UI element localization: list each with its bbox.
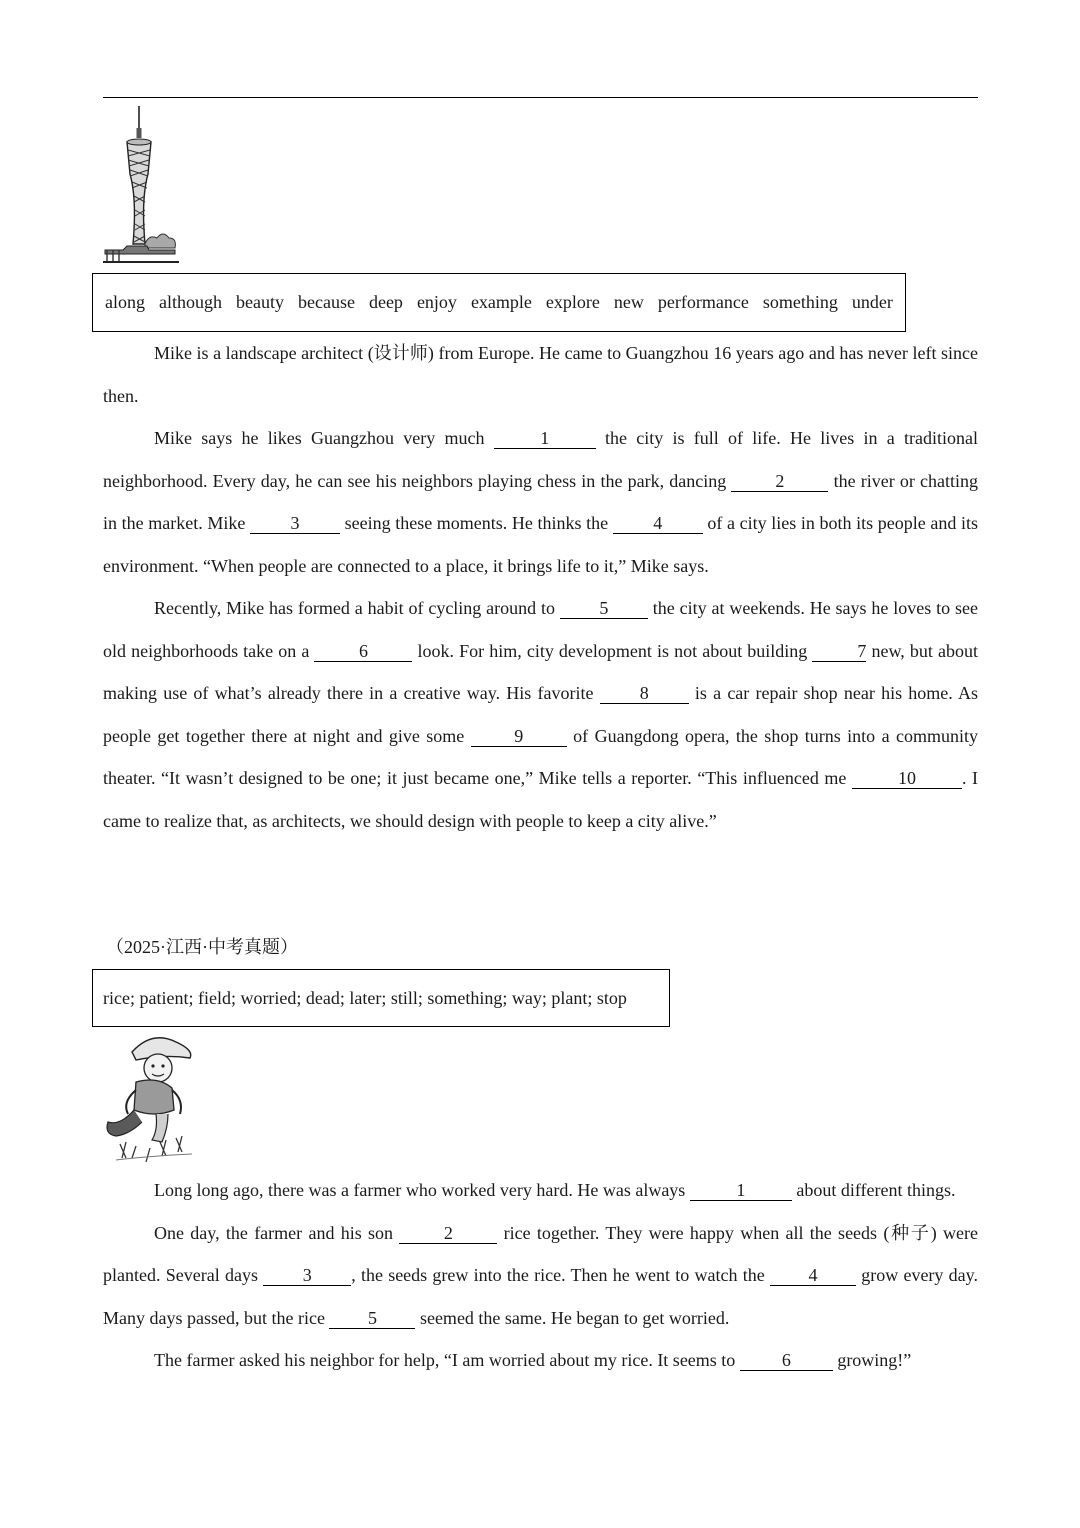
word-bank-item: along	[105, 292, 145, 312]
top-rule	[103, 97, 978, 98]
blank-8[interactable]: 8	[600, 683, 689, 704]
passage-paragraph	[103, 1339, 978, 1382]
blank-10[interactable]: 10	[852, 768, 962, 789]
passage-2	[103, 1169, 978, 1382]
passage-text: The farmer asked his neighbor for help, “I am worried about my rice. It seems to	[154, 1350, 740, 1370]
passage-text: Mike says he likes Guangzhou very much	[154, 428, 494, 448]
passage-text: is a car repair shop near his home. As people get together there at night and give some	[103, 683, 979, 746]
passage-text: grow every day. Many days passed, but the rice	[103, 1265, 978, 1328]
passage-text: growing!”	[832, 1350, 912, 1370]
passage-paragraph	[103, 587, 978, 842]
word-bank-box	[92, 273, 906, 332]
word-bank-item: performance	[657, 292, 749, 312]
blank-3[interactable]: 3	[263, 1265, 351, 1286]
word-bank-item: example	[470, 292, 532, 312]
blank-4[interactable]: 4	[613, 513, 703, 534]
passage-text: seeing these moments. He thinks the	[339, 513, 613, 533]
farmer-illustration	[102, 1030, 198, 1166]
word-bank-item: something	[762, 292, 838, 312]
blank-4[interactable]: 4	[770, 1265, 856, 1286]
source-tag: （2025·江西·中考真题）	[106, 937, 298, 957]
passage-paragraph	[103, 1212, 978, 1340]
passage-text: of Guangdong opera, the shop turns into a community theater. “It wasn’t designed to be one; it just became one,” Mike tells a reporter. “This influenced me	[103, 725, 979, 788]
blank-9[interactable]: 9	[471, 726, 567, 747]
passage-text: Long long ago, there was a farmer who worked very hard. He was always	[154, 1180, 690, 1200]
word-bank-item: because	[297, 292, 355, 312]
blank-1[interactable]: 1	[690, 1180, 792, 1201]
passage-1	[103, 332, 978, 842]
blank-3[interactable]: 3	[250, 513, 340, 534]
blank-1[interactable]: 1	[494, 428, 596, 449]
word-bank-item: under	[851, 292, 893, 312]
blank-7[interactable]: 7	[812, 641, 866, 662]
passage-text: of a city lies in both its people and its environment. “When people are connected to a place, it brings life to it,” Mike says.	[103, 513, 978, 576]
passage-text: the city at weekends. He says he loves to see old neighborhoods take on a	[103, 598, 978, 661]
blank-2[interactable]: 2	[731, 471, 828, 492]
passage-text: Recently, Mike has formed a habit of cycling around to	[154, 598, 560, 618]
passage-text: , the seeds grew into the rice. Then he went to watch the	[351, 1265, 770, 1285]
passage-text: One day, the farmer and his son	[154, 1222, 400, 1243]
passage-text: new, but about making use of what’s already there in a creative way. His favorite	[103, 640, 978, 703]
word-bank-text: rice; patient; field; worried; dead; later; still; something; way; plant; stop	[103, 987, 627, 1008]
blank-6[interactable]: 6	[740, 1350, 833, 1371]
blank-6[interactable]: 6	[314, 641, 412, 662]
passage-paragraph	[103, 417, 978, 587]
passage-text: the river or chatting in the market. Mike	[103, 470, 978, 533]
passage-text: about different things.	[791, 1180, 956, 1200]
passage-text: seemed the same. He began to get worried.	[415, 1307, 730, 1328]
word-bank-item: beauty	[236, 292, 284, 312]
canton-tower-illustration	[103, 104, 181, 266]
word-bank-box-2	[92, 969, 670, 1027]
passage-text: look. For him, city development is not about building	[412, 640, 813, 661]
word-bank-item: new	[613, 292, 644, 312]
word-bank-item: deep	[368, 292, 403, 312]
passage-text: rice together. They were happy when all the seeds (种子) were planted. Several days	[103, 1222, 978, 1285]
passage-text: . I came to realize that, as architects, we should design with people to keep a city alive.”	[103, 768, 978, 831]
word-bank-item: enjoy	[416, 292, 457, 312]
passage-paragraph	[103, 332, 978, 417]
passage-text: Mike is a landscape architect (设计师) from Europe. He came to Guangzhou 16 years ago and has never left since then.	[103, 343, 978, 406]
blank-5[interactable]: 5	[329, 1308, 415, 1329]
passage-text: the city is full of life. He lives in a traditional neighborhood. Every day, he can see his neighbors playing chess in the park, dancing	[103, 428, 979, 491]
passage-paragraph	[103, 1169, 978, 1212]
blank-2[interactable]: 2	[399, 1223, 497, 1244]
word-bank-item: explore	[545, 292, 600, 312]
word-bank-item: although	[159, 292, 222, 312]
blank-5[interactable]: 5	[560, 598, 648, 619]
